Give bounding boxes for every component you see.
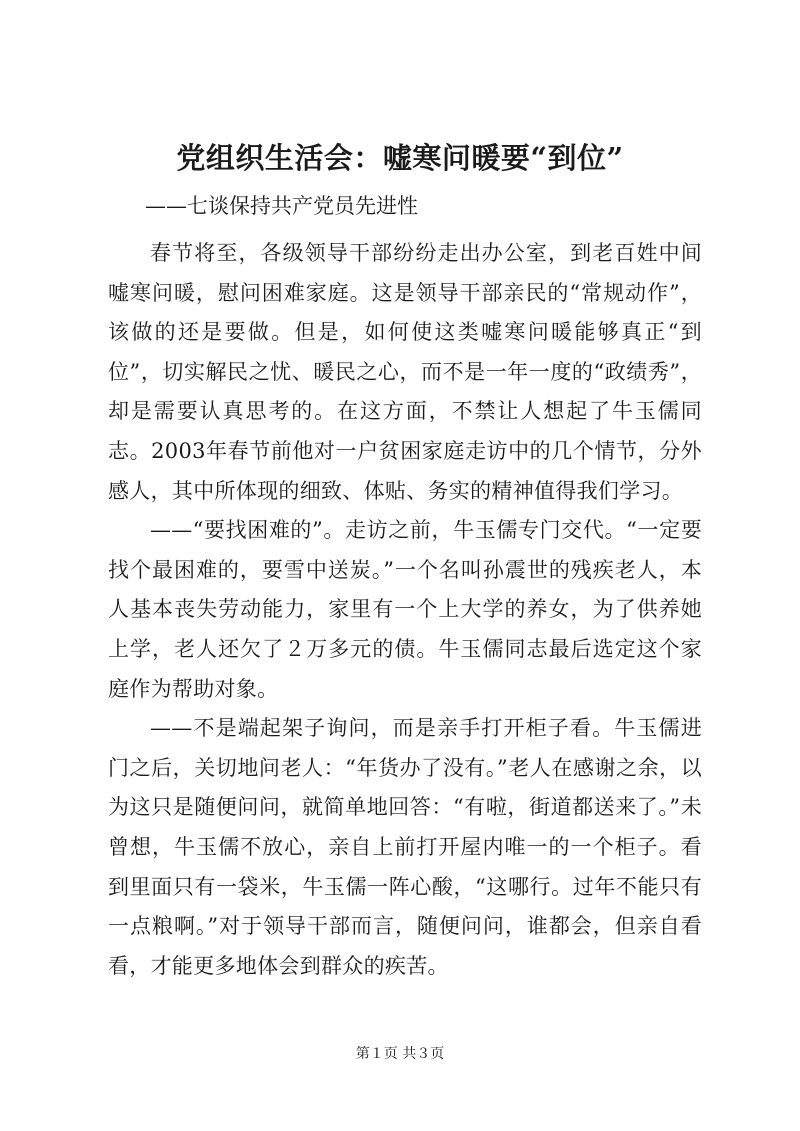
paragraph: ——“要找困难的”。走访之前，牛玉儒专门交代。“一定要找个最困难的，要雪中送炭。”一个名叫孙震世的残疾老人，本人基本丧失劳动能力，家里有一个上大学的养女，为了供养她上学，老人还欠了２万多元的债。牛玉儒同志最后选定这个家庭作为帮助对象。 [108,518,702,701]
document-subtitle: ——七谈保持共产党员先进性 [145,194,418,218]
document-body [108,234,702,986]
document-title: 党组织生活会：嘘寒问暖要“到位” [176,141,624,175]
paragraph: ——不是端起架子询问，而是亲手打开柜子看。牛玉儒进门之后，关切地问老人：“年货办了没有。”老人在感谢之余，以为这只是随便问问，就简单地回答：“有啦，街道都送来了。”未曾想，牛玉儒不放心，亲自上前打开屋内唯一的一个柜子。看到里面只有一袋米，牛玉儒一阵心酸，“这哪行。过年不能只有一点粮啊。”对于领导干部而言，随便问问，谁都会，但亲自看看，才能更多地体会到群众的疾苦。 [108,716,702,978]
paragraph: 春节将至，各级领导干部纷纷走出办公室，到老百姓中间嘘寒问暖，慰问困难家庭。这是领导干部亲民的“常规动作”，该做的还是要做。但是，如何使这类嘘寒问暖能够真正“到位”，切实解民之忧、暖民之心，而不是一年一度的“政绩秀”，却是需要认真思考的。在这方面，不禁让人想起了牛玉儒同志。2003年春节前他对一户贫困家庭走访中的几个情节，分外感人，其中所体现的细致、体贴、务实的精神值得我们学习。 [108,241,702,503]
page-number-footer: 第１页 共３页 [355,1046,445,1062]
